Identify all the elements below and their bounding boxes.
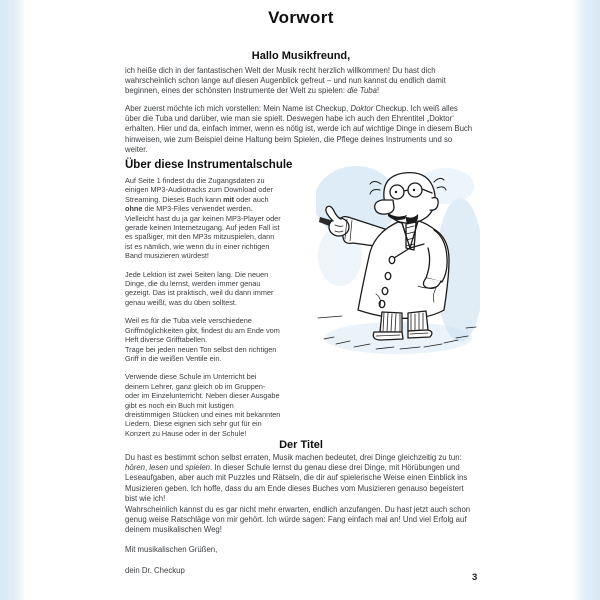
school-paragraph-4: Trage bei jeden neuen Ton selbst den richtigen Griff in die weißen Ventile ein. (125, 344, 277, 363)
school-text-column (125, 176, 281, 447)
titel-heading: Der Titel (279, 439, 323, 451)
school-paragraph-5: Verwende diese Schule im Unterricht bei deinem Lehrer, ganz gleich ob im Gruppen- oder im Einzelunterricht. Neben dieser Ausgabe gibt es noch ein Buch mit lustigen dreistimmigen Stücken und eines mit bekannten Liedern. Diese eignen sich sehr gut für ein Konzert zu Hause oder in der Schule! (125, 372, 281, 438)
greeting-heading: Hallo Musikfreund, (251, 50, 351, 62)
page-edge-left (0, 0, 26, 600)
titel-paragraph-1: Du hast es bestimmt schon selbst erraten, Musik machen bedeutet, drei Dinge gleichzeitig zu tun: hören, lesen und spielen. In dieser Schule lernst du genau diese drei Dinge, mit Hörübungen und Leseaufgaben, aber auch mit Puzzles und Rätseln, die dir auf spielerische Weise einen Einblick ins Musizieren geben. Ich hoffe, dass du am Ende dieses Buches vom Musizieren genauso begeistert bist wie ich! (125, 453, 468, 503)
school-heading: Über diese Instrumentalschule (125, 159, 293, 171)
closing-signature: dein Dr. Checkup (125, 566, 185, 575)
closing-salutation: Mit musikalischen Grüßen, (125, 545, 218, 554)
greeting-paragraph-2: Aber zuerst möchte ich mich vorstellen: Mein Name ist Checkup, Doktor Checkup. Ich weiß alles über die Tuba und darüber, wie man sie spielt. Deswegen habe ich auch den Ehrentitel „Doktor‘ erhalten. Hier und da, einfach immer, wenn es nötig ist, werde ich auf wichtige Dinge in diesem Buch hinweisen, wie zum Beispiel deine Haltung beim Spielen, die Pflege deines Instruments und so weiter. (125, 104, 473, 154)
doctor-cartoon-illustration (316, 160, 480, 360)
page-title: Vorwort (268, 8, 334, 27)
striped-trousers (373, 311, 432, 340)
page-number: 3 (472, 572, 478, 583)
titel-paragraph-2: Wahrscheinlich kannst du es gar nicht mehr erwarten, endlich anzufangen. Du hast jetzt auch schon genug weise Ratschläge von mir gehört. Ich würde sagen: Fang einfach mal an! Und viel Erfolg auf deinem musikalischen Weg! (125, 505, 471, 535)
page-edge-right (573, 0, 600, 600)
school-paragraph-2: Jede Lektion ist zwei Seiten lang. Die neuen Dinge, die du lernst, werden immer genau gezeigt. Das ist praktisch, weil du dann immer genau weißt, was du üben solltest. (125, 269, 274, 307)
school-paragraph-3: Weil es für die Tuba viele verschiedene Griffmöglichkeiten gibt, findest du am Ende vom Heft diverse Grifftabellen. (125, 316, 280, 345)
greeting-paragraph-1: ich heiße dich in der fantastischen Welt der Musik recht herzlich willkommen! Du hast dich wahrscheinlich schon lange auf diesen Augenblick gefreut – und nun kannst du endlich damit beginnen, eines der schönsten Instrumente der Welt zu spielen: die Tuba! (125, 66, 446, 96)
school-paragraph-1: Auf Seite 1 findest du die Zugangsdaten zu einigen MP3-Audiotracks zum Download oder Streaming. Dieses Buch kann mit oder auch ohne die MP3-Files verwendet werden. Vielleicht hast du ja gar keinen MP3-Player oder gerade keinen Internetzugang. Auf jeden Fall ist es spaßiger, mit den MP3s mitzuspielen, dann ist es nämlich, wie wenn du in einer richtigen Band musizieren würdest! (125, 176, 281, 261)
